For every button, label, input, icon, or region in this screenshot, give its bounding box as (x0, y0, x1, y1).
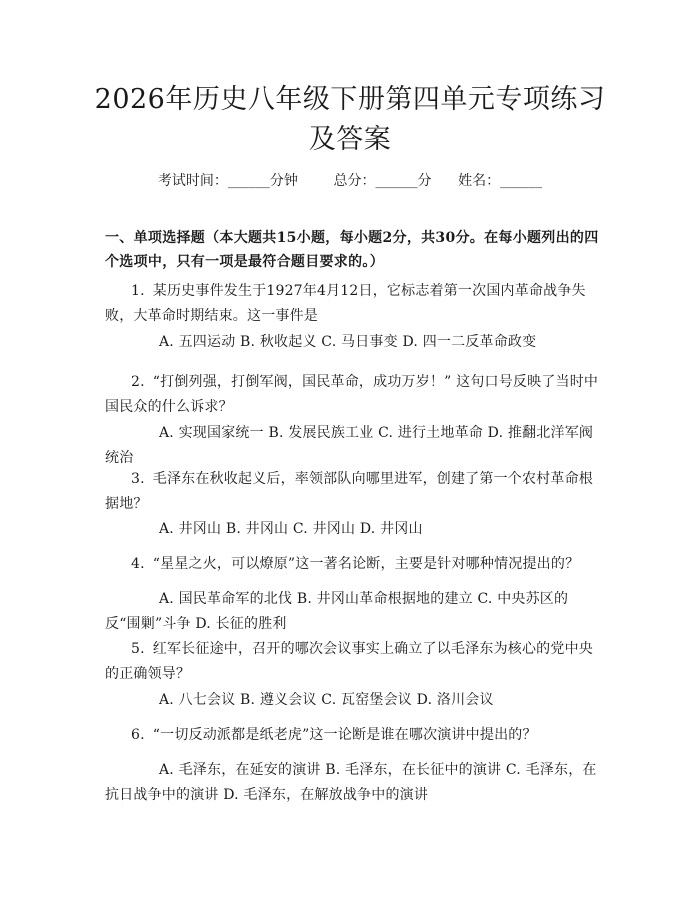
question-2 (105, 370, 600, 420)
question-1 (105, 279, 600, 329)
question-text: 毛泽东在秋收起义后，率领部队向哪里进军，创建了第一个农村革命根据地？ (105, 471, 593, 512)
name-label: 姓名： (458, 173, 501, 189)
score-label: 总分： (333, 173, 376, 189)
document-title: 2026年历史八年级下册第四单元专项练习及答案 (94, 84, 606, 155)
question-3-options: A. 井冈山 B. 井冈山 C. 井冈山 D. 井冈山 (159, 521, 423, 537)
time-unit: 分钟 (269, 173, 298, 189)
section-heading: 一、单项选择题（本大题共15小题，每小题2分，共30分。在每小题列出的四个选项中，只有一项是最符合题目要求的。） (105, 230, 599, 270)
question-3 (105, 467, 600, 517)
question-6-options: A. 毛泽东，在延安的演讲 B. 毛泽东，在长征中的演讲 C. 毛泽东，在抗日战争中的演讲 D. 毛泽东，在解放战争中的演讲 (105, 762, 597, 803)
question-5 (105, 637, 600, 687)
score-unit: 分 (417, 173, 432, 189)
question-text: 红军长征途中，召开的哪次会议事实上确立了以毛泽东为核心的党中央的正确领导？ (105, 641, 593, 682)
question-number: 5. (131, 641, 145, 657)
exam-meta-line (0, 170, 700, 190)
question-number: 3. (131, 471, 145, 487)
question-4 (105, 552, 600, 577)
question-6 (105, 723, 600, 748)
question-text: “一切反动派都是纸老虎”这一论断是谁在哪次演讲中提出的？ (152, 727, 537, 743)
question-4-options: A. 国民革命军的北伐 B. 井冈山革命根据地的建立 C. 中央苏区的反“围剿”斗争 D. 长征的胜利 (105, 591, 569, 632)
time-label: 考试时间： (157, 173, 228, 189)
question-text: “打倒列强，打倒军阀，国民革命，成功万岁！” 这句口号反映了当时中国民众的什么诉求？ (105, 374, 599, 415)
question-number: 1. (131, 283, 145, 299)
time-blank: ______ (227, 173, 270, 189)
question-1-options: A. 五四运动 B. 秋收起义 C. 马日事变 D. 四一二反革命政变 (159, 334, 537, 350)
question-number: 6. (131, 727, 145, 743)
question-5-options: A. 八七会议 B. 遵义会议 C. 瓦窑堡会议 D. 洛川会议 (159, 692, 494, 708)
question-number: 2. (131, 374, 145, 390)
question-2-options: A. 实现国家统一 B. 发展民族工业 C. 进行土地革命 D. 推翻北洋军阀统治 (105, 425, 594, 466)
question-text: “星星之火，可以燎原”这一著名论断，主要是针对哪种情况提出的？ (152, 556, 580, 572)
question-text: 某历史事件发生于1927年4月12日，它标志着第一次国内革命战争失败，大革命时期结束。这一事件是 (105, 283, 586, 324)
name-blank: ______ (500, 173, 543, 189)
question-number: 4. (131, 556, 145, 572)
score-blank: ______ (375, 173, 418, 189)
